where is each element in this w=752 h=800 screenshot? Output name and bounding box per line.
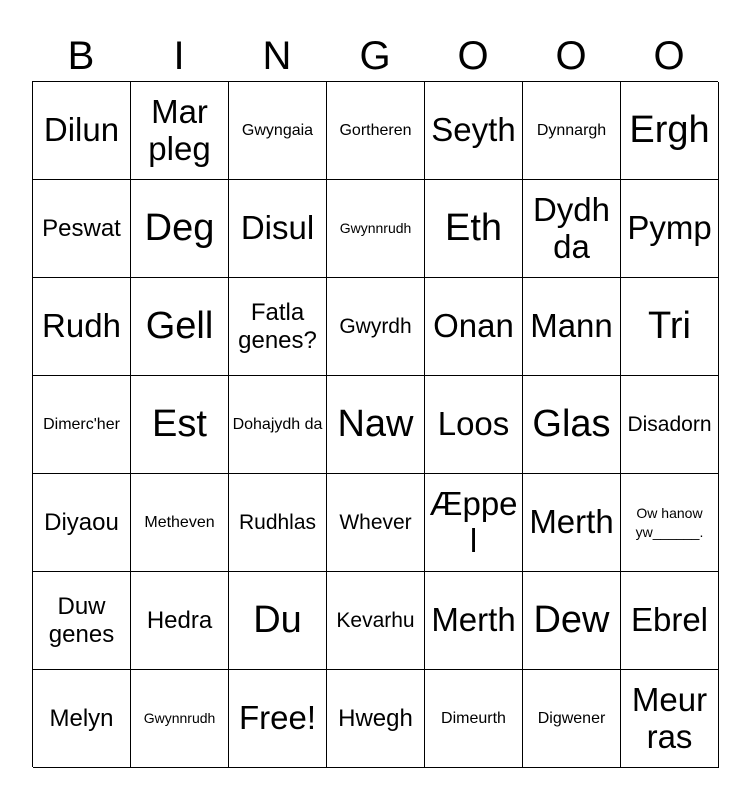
bingo-cell[interactable]: Digwener <box>523 670 621 768</box>
bingo-cell[interactable]: Disul <box>229 180 327 278</box>
bingo-cell[interactable]: Kevarhu <box>327 572 425 670</box>
bingo-cell[interactable]: Melyn <box>33 670 131 768</box>
bingo-cell[interactable]: Rudh <box>33 278 131 376</box>
bingo-cell[interactable]: Dimerc'her <box>33 376 131 474</box>
bingo-cell[interactable]: Ebrel <box>621 572 719 670</box>
bingo-cell[interactable]: Onan <box>425 278 523 376</box>
bingo-cell[interactable]: Whever <box>327 474 425 572</box>
bingo-cell[interactable]: Hwegh <box>327 670 425 768</box>
bingo-cell[interactable]: Gell <box>131 278 229 376</box>
bingo-cell[interactable]: Hedra <box>131 572 229 670</box>
bingo-cell[interactable]: Dimeurth <box>425 670 523 768</box>
bingo-cell[interactable]: Merth <box>425 572 523 670</box>
bingo-cell[interactable]: Dew <box>523 572 621 670</box>
bingo-cell[interactable]: Gwynnrudh <box>327 180 425 278</box>
header-letter-g: G <box>359 34 391 78</box>
bingo-cell[interactable]: Est <box>131 376 229 474</box>
bingo-cell[interactable]: Peswat <box>33 180 131 278</box>
bingo-cell[interactable]: Duw genes <box>33 572 131 670</box>
bingo-cell[interactable]: Gwyrdh <box>327 278 425 376</box>
header-letter-o-2: O <box>555 34 587 78</box>
bingo-cell[interactable]: Naw <box>327 376 425 474</box>
bingo-cell[interactable]: Deg <box>131 180 229 278</box>
bingo-cell[interactable]: Æppel <box>425 474 523 572</box>
bingo-cell[interactable]: Gwynnrudh <box>131 670 229 768</box>
header-letter-i: I <box>173 34 185 78</box>
bingo-cell[interactable]: Dynnargh <box>523 82 621 180</box>
header-letter-o-1: O <box>457 34 489 78</box>
bingo-cell[interactable]: Loos <box>425 376 523 474</box>
bingo-cell[interactable]: Tri <box>621 278 719 376</box>
bingo-cell[interactable]: Ergh <box>621 82 719 180</box>
bingo-cell[interactable]: Du <box>229 572 327 670</box>
bingo-cell[interactable]: Diyaou <box>33 474 131 572</box>
header-letter-b: B <box>67 34 95 78</box>
header-letter-o-3: O <box>653 34 685 78</box>
bingo-cell[interactable]: Disadorn <box>621 376 719 474</box>
bingo-cell[interactable]: Meur ras <box>621 670 719 768</box>
bingo-cell[interactable]: Pymp <box>621 180 719 278</box>
bingo-cell[interactable]: Dohajydh da <box>229 376 327 474</box>
bingo-cell[interactable]: Gwyngaia <box>229 82 327 180</box>
bingo-cell[interactable]: Eth <box>425 180 523 278</box>
bingo-cell[interactable]: Mar pleg <box>131 82 229 180</box>
bingo-cell[interactable]: Merth <box>523 474 621 572</box>
bingo-header <box>32 30 718 82</box>
bingo-cell[interactable]: Rudhlas <box>229 474 327 572</box>
bingo-cell[interactable]: Seyth <box>425 82 523 180</box>
bingo-cell[interactable]: Metheven <box>131 474 229 572</box>
bingo-cell[interactable]: Glas <box>523 376 621 474</box>
bingo-cell[interactable]: Fatla genes? <box>229 278 327 376</box>
bingo-cell[interactable]: Ow hanow yw______. <box>621 474 719 572</box>
bingo-cell[interactable]: Dydh da <box>523 180 621 278</box>
bingo-cell[interactable]: Dilun <box>33 82 131 180</box>
bingo-board <box>32 81 718 767</box>
bingo-cell[interactable]: Mann <box>523 278 621 376</box>
header-letter-n: N <box>262 34 292 78</box>
bingo-cell-free[interactable]: Free! <box>229 670 327 768</box>
bingo-cell[interactable]: Gortheren <box>327 82 425 180</box>
